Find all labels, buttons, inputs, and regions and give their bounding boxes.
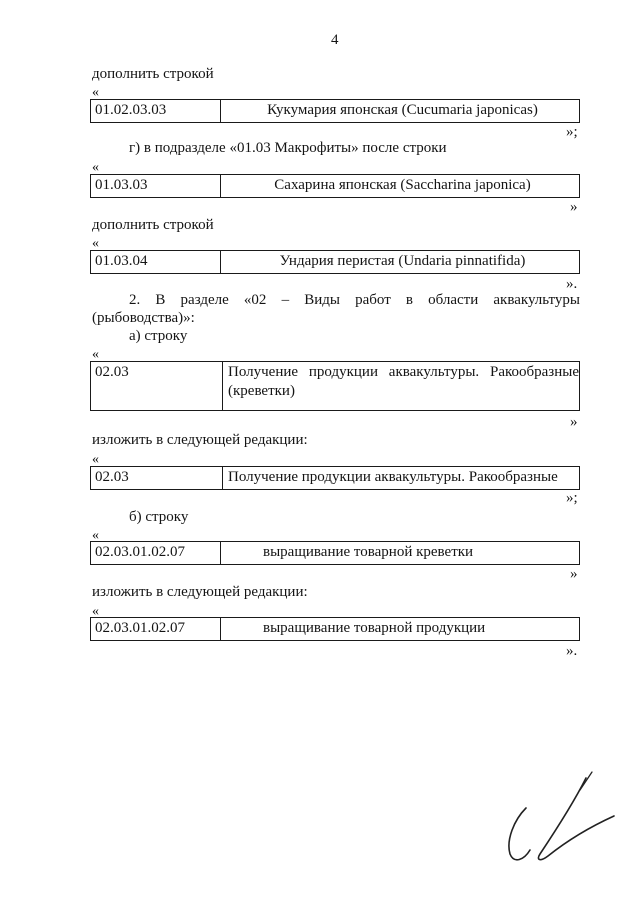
closing-quote: » xyxy=(570,566,578,582)
row-description-line: (креветки) xyxy=(228,383,295,399)
instruction-restate: изложить в следующей редакции: xyxy=(92,584,308,600)
closing-quote: ». xyxy=(566,643,578,659)
closing-quote: » xyxy=(570,199,578,215)
table-row xyxy=(90,541,580,565)
table-row xyxy=(90,617,580,641)
opening-quote: « xyxy=(92,236,99,251)
opening-quote: « xyxy=(92,160,99,175)
row-code: 02.03 xyxy=(91,362,223,410)
instruction-add-line: дополнить строкой xyxy=(92,66,214,82)
page-number: 4 xyxy=(331,32,339,48)
table-row xyxy=(90,361,580,411)
row-description xyxy=(223,362,579,410)
table-row xyxy=(90,174,580,198)
row-description: выращивание товарной креветки xyxy=(263,544,474,560)
row-description: Получение продукции аквакультуры. Ракообразные xyxy=(228,469,558,485)
subpoint-g: г) в подразделе «01.03 Макрофиты» после строки xyxy=(129,140,447,156)
row-description: выращивание товарной продукции xyxy=(263,620,486,636)
opening-quote: « xyxy=(92,528,99,543)
row-description-line: Получение продукции аквакультуры. Ракообразные xyxy=(228,364,579,380)
table-row xyxy=(90,99,580,123)
row-description: Кукумария японская (Cucumaria japonicas) xyxy=(267,102,538,118)
row-code: 02.03.01.02.07 xyxy=(91,542,221,564)
row-code: 01.02.03.03 xyxy=(91,100,221,122)
opening-quote: « xyxy=(92,347,99,362)
section-2-heading: 2. В разделе «02 – Виды работ в области аквакультуры xyxy=(129,292,580,308)
opening-quote: « xyxy=(92,604,99,619)
row-code: 02.03 xyxy=(91,467,223,489)
opening-quote: « xyxy=(92,85,99,100)
instruction-add-line: дополнить строкой xyxy=(92,217,214,233)
table-row xyxy=(90,466,580,490)
row-code: 02.03.01.02.07 xyxy=(91,618,221,640)
closing-quote: »; xyxy=(566,490,578,506)
row-description: Ундария перистая (Undaria pinnatifida) xyxy=(279,253,526,269)
closing-quote: »; xyxy=(566,124,578,140)
subpoint-a: а) строку xyxy=(129,328,188,344)
instruction-restate: изложить в следующей редакции: xyxy=(92,432,308,448)
row-description: Сахарина японская (Saccharina japonica) xyxy=(274,177,531,193)
table-row xyxy=(90,250,580,274)
closing-quote: ». xyxy=(566,276,578,292)
signature-mark xyxy=(496,760,626,870)
row-code: 01.03.04 xyxy=(91,251,221,273)
closing-quote: » xyxy=(570,414,578,430)
subpoint-b: б) строку xyxy=(129,509,189,525)
opening-quote: « xyxy=(92,452,99,467)
row-code: 01.03.03 xyxy=(91,175,221,197)
section-2-heading-cont: (рыбоводства)»: xyxy=(92,310,195,326)
